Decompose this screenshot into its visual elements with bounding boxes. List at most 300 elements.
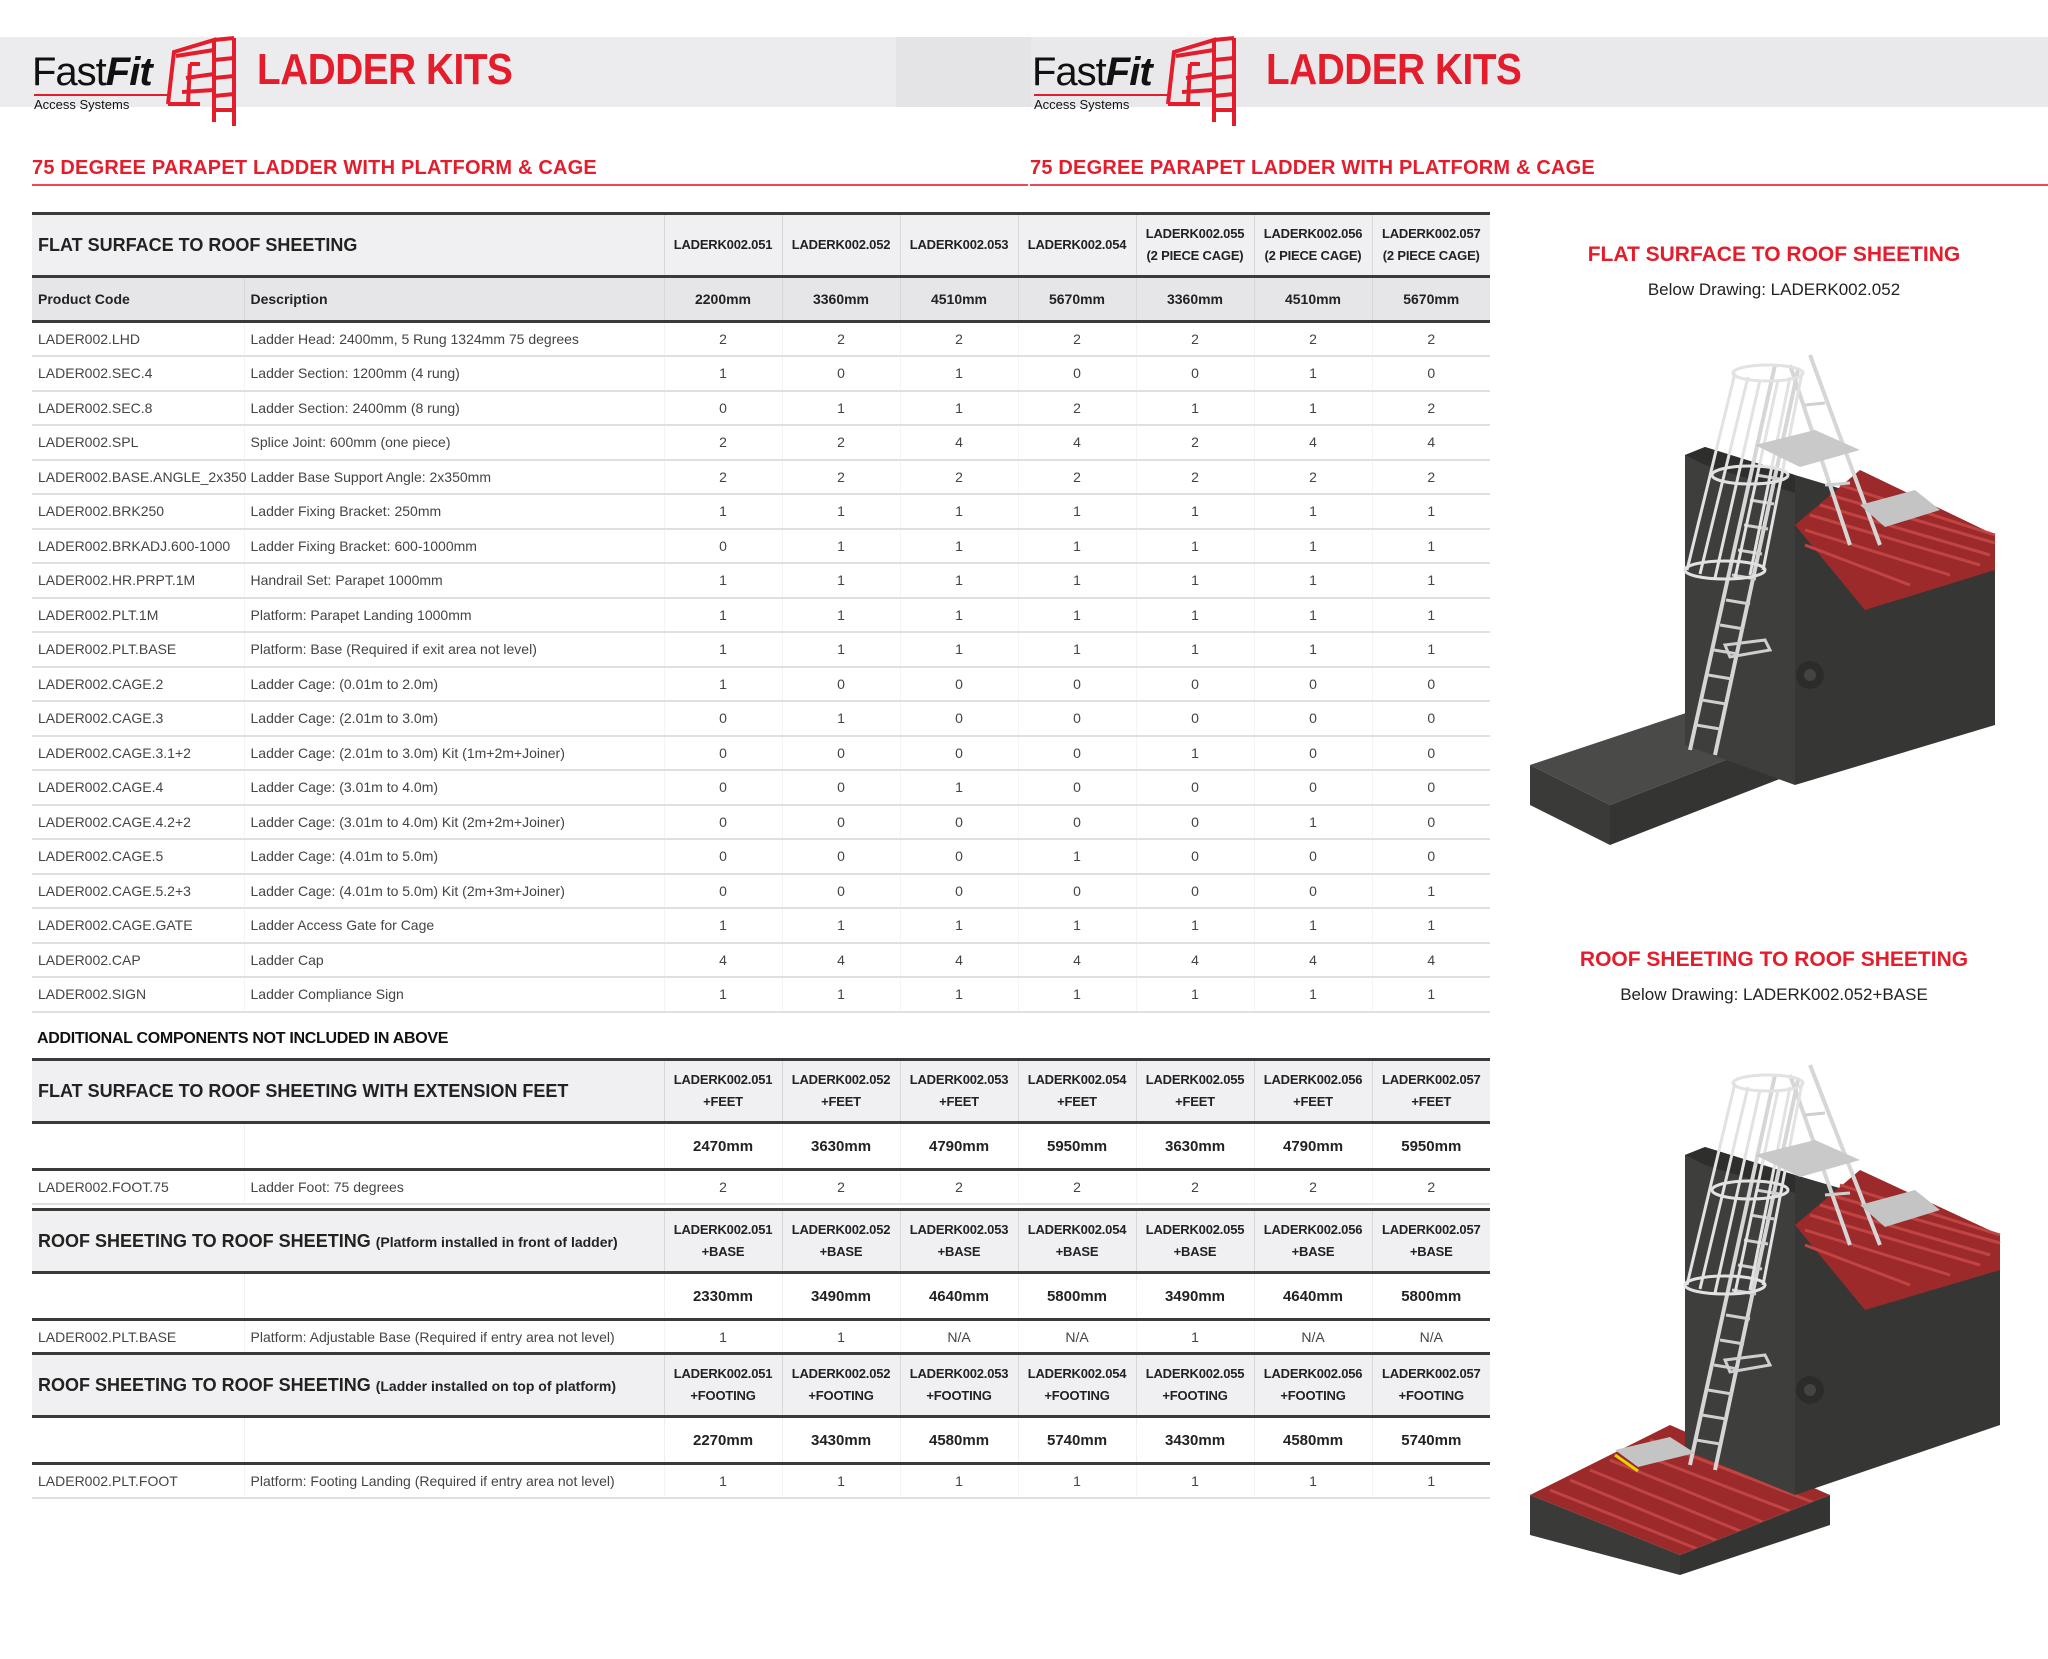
product-description: Ladder Fixing Bracket: 600-1000mm xyxy=(244,529,664,564)
main-kit-table xyxy=(32,212,1490,1013)
kit-code-header: LADERK002.053 +FEET xyxy=(900,1060,1018,1123)
table-height-row xyxy=(32,1273,1490,1320)
quantity-cell: 2 xyxy=(1136,1170,1254,1205)
product-description: Ladder Base Support Angle: 2x350mm xyxy=(244,460,664,495)
quantity-cell: 0 xyxy=(1018,770,1136,805)
quantity-cell: 0 xyxy=(782,874,900,909)
quantity-cell: 1 xyxy=(900,563,1018,598)
quantity-cell: 4 xyxy=(782,943,900,978)
kit-code-header: LADERK002.052 +BASE xyxy=(782,1210,900,1273)
quantity-cell: 0 xyxy=(664,874,782,909)
quantity-cell: 1 xyxy=(782,977,900,1012)
quantity-cell: 1 xyxy=(1136,391,1254,426)
quantity-cell: 0 xyxy=(1136,805,1254,840)
product-code: LADER002.CAGE.4.2+2 xyxy=(32,805,244,840)
quantity-cell: 1 xyxy=(1136,1464,1254,1499)
quantity-cell: 0 xyxy=(1372,701,1490,736)
quantity-cell: 1 xyxy=(1018,563,1136,598)
column-header-product-code: Product Code xyxy=(32,277,244,322)
quantity-cell: 0 xyxy=(1372,805,1490,840)
quantity-cell: 2 xyxy=(782,322,900,357)
quantity-cell: 0 xyxy=(782,356,900,391)
quantity-cell: 2 xyxy=(1136,322,1254,357)
table-row xyxy=(32,1464,1490,1499)
product-description: Platform: Adjustable Base (Required if entry area not level) xyxy=(244,1320,664,1355)
height-header: 3430mm xyxy=(782,1417,900,1464)
quantity-cell: 1 xyxy=(1254,356,1372,391)
height-header: 3630mm xyxy=(1136,1123,1254,1170)
product-description: Ladder Foot: 75 degrees xyxy=(244,1170,664,1205)
kit-code-header: LADERK002.056 +FEET xyxy=(1254,1060,1372,1123)
product-code: LADER002.CAGE.3.1+2 xyxy=(32,736,244,771)
quantity-cell: 1 xyxy=(1136,908,1254,943)
table-row xyxy=(32,839,1490,874)
product-code: LADER002.PLT.BASE xyxy=(32,632,244,667)
table-row xyxy=(32,943,1490,978)
drawing2-title: ROOF SHEETING TO ROOF SHEETING xyxy=(1579,948,1969,971)
quantity-cell: 1 xyxy=(664,632,782,667)
quantity-cell: 0 xyxy=(664,391,782,426)
quantity-cell: 0 xyxy=(664,839,782,874)
quantity-cell: 1 xyxy=(664,1320,782,1355)
quantity-cell: 1 xyxy=(1136,563,1254,598)
kit-code-header: LADERK002.057 +FEET xyxy=(1372,1060,1490,1123)
product-description: Platform: Parapet Landing 1000mm xyxy=(244,598,664,633)
kit-code-header: LADERK002.057 +BASE xyxy=(1372,1210,1490,1273)
section-divider-left xyxy=(32,184,1028,186)
page-title-left: LADDER KITS xyxy=(257,45,513,94)
quantity-cell: 0 xyxy=(782,736,900,771)
quantity-cell: 1 xyxy=(1018,908,1136,943)
additional-components-heading: ADDITIONAL COMPONENTS NOT INCLUDED IN ABOVE xyxy=(37,1030,449,1047)
table-row xyxy=(32,1320,1490,1355)
quantity-cell: 1 xyxy=(664,563,782,598)
quantity-cell: 0 xyxy=(1372,770,1490,805)
quantity-cell: 4 xyxy=(1018,943,1136,978)
height-header: 4790mm xyxy=(1254,1123,1372,1170)
table-row xyxy=(32,460,1490,495)
quantity-cell: 2 xyxy=(1018,1170,1136,1205)
table-row xyxy=(32,1170,1490,1205)
table-row xyxy=(32,632,1490,667)
product-code: LADER002.HR.PRPT.1M xyxy=(32,563,244,598)
quantity-cell: 0 xyxy=(1018,736,1136,771)
height-header: 3360mm xyxy=(782,277,900,322)
quantity-cell: 0 xyxy=(664,770,782,805)
ladder-drawing-roof-to-roof xyxy=(1520,1055,2030,1575)
product-code: LADER002.LHD xyxy=(32,322,244,357)
height-header: 5670mm xyxy=(1018,277,1136,322)
height-header: 5950mm xyxy=(1372,1123,1490,1170)
quantity-cell: 1 xyxy=(1136,494,1254,529)
quantity-cell: N/A xyxy=(1372,1320,1490,1355)
ladder-drawing-flat-to-roof xyxy=(1520,345,2030,845)
quantity-cell: 0 xyxy=(1254,874,1372,909)
quantity-cell: 0 xyxy=(1372,356,1490,391)
quantity-cell: 1 xyxy=(1018,632,1136,667)
quantity-cell: 0 xyxy=(1372,839,1490,874)
quantity-cell: 1 xyxy=(782,1464,900,1499)
quantity-cell: 1 xyxy=(1372,494,1490,529)
table-title: FLAT SURFACE TO ROOF SHEETING xyxy=(32,214,664,277)
quantity-cell: 0 xyxy=(900,701,1018,736)
quantity-cell: 0 xyxy=(1136,770,1254,805)
product-description: Ladder Section: 1200mm (4 rung) xyxy=(244,356,664,391)
quantity-cell: 1 xyxy=(900,1464,1018,1499)
quantity-cell: 0 xyxy=(1136,701,1254,736)
product-code: LADER002.SEC.4 xyxy=(32,356,244,391)
quantity-cell: 0 xyxy=(1136,839,1254,874)
product-code: LADER002.CAGE.2 xyxy=(32,667,244,702)
section-divider-right xyxy=(1030,184,2048,186)
quantity-cell: 1 xyxy=(900,598,1018,633)
quantity-cell: 2 xyxy=(900,322,1018,357)
kit-code-header: LADERK002.053 +BASE xyxy=(900,1210,1018,1273)
product-description: Splice Joint: 600mm (one piece) xyxy=(244,425,664,460)
kit-code-header: LADERK002.053 +FOOTING xyxy=(900,1354,1018,1417)
quantity-cell: 0 xyxy=(900,839,1018,874)
table-row xyxy=(32,736,1490,771)
kit-code-header: LADERK002.055 +BASE xyxy=(1136,1210,1254,1273)
table-row xyxy=(32,770,1490,805)
quantity-cell: 1 xyxy=(1254,529,1372,564)
quantity-cell: 4 xyxy=(1136,943,1254,978)
quantity-cell: 2 xyxy=(782,460,900,495)
quantity-cell: 1 xyxy=(900,632,1018,667)
quantity-cell: 2 xyxy=(900,1170,1018,1205)
quantity-cell: 2 xyxy=(1018,391,1136,426)
kit-code-header: LADERK002.055 +FEET xyxy=(1136,1060,1254,1123)
height-header: 5740mm xyxy=(1018,1417,1136,1464)
table-row xyxy=(32,701,1490,736)
quantity-cell: 1 xyxy=(1372,1464,1490,1499)
quantity-cell: 2 xyxy=(782,1170,900,1205)
quantity-cell: 1 xyxy=(1254,977,1372,1012)
product-description: Ladder Cage: (4.01m to 5.0m) Kit (2m+3m+Joiner) xyxy=(244,874,664,909)
quantity-cell: 0 xyxy=(664,529,782,564)
table-body xyxy=(32,1464,1490,1499)
height-header: 5800mm xyxy=(1018,1273,1136,1320)
quantity-cell: 1 xyxy=(782,908,900,943)
quantity-cell: 1 xyxy=(664,908,782,943)
column-header-description: Description xyxy=(244,277,664,322)
quantity-cell: 1 xyxy=(1018,494,1136,529)
quantity-cell: 0 xyxy=(1018,667,1136,702)
table-row xyxy=(32,391,1490,426)
height-header: 4580mm xyxy=(900,1417,1018,1464)
roof-to-roof-base-table xyxy=(32,1208,1490,1355)
quantity-cell: 1 xyxy=(782,632,900,667)
quantity-cell: 2 xyxy=(1018,322,1136,357)
product-description: Ladder Access Gate for Cage xyxy=(244,908,664,943)
kit-code-header: LADERK002.056 +BASE xyxy=(1254,1210,1372,1273)
quantity-cell: 1 xyxy=(1136,1320,1254,1355)
height-header: 3360mm xyxy=(1136,277,1254,322)
table-title-note: (Platform installed in front of ladder) xyxy=(375,1233,618,1250)
table-height-row xyxy=(32,1123,1490,1170)
table-header-row xyxy=(32,1060,1490,1123)
quantity-cell: 1 xyxy=(1136,632,1254,667)
height-header: 4790mm xyxy=(900,1123,1018,1170)
quantity-cell: 2 xyxy=(1136,425,1254,460)
quantity-cell: 2 xyxy=(1254,1170,1372,1205)
height-header: 5670mm xyxy=(1372,277,1490,322)
quantity-cell: 1 xyxy=(782,701,900,736)
kit-code-header: LADERK002.051 +FOOTING xyxy=(664,1354,782,1417)
quantity-cell: 1 xyxy=(782,1320,900,1355)
quantity-cell: 1 xyxy=(900,908,1018,943)
product-code: LADER002.BRK250 xyxy=(32,494,244,529)
table-title: ROOF SHEETING TO ROOF SHEETING (Platform installed in front of ladder) xyxy=(32,1210,664,1273)
table-row xyxy=(32,598,1490,633)
quantity-cell: 2 xyxy=(1254,322,1372,357)
quantity-cell: 4 xyxy=(1254,943,1372,978)
quantity-cell: 0 xyxy=(900,736,1018,771)
kit-code-header: LADERK002.055 +FOOTING xyxy=(1136,1354,1254,1417)
product-code: LADER002.FOOT.75 xyxy=(32,1170,244,1205)
table-height-row xyxy=(32,1417,1490,1464)
quantity-cell: 0 xyxy=(1018,701,1136,736)
quantity-cell: 1 xyxy=(1372,632,1490,667)
quantity-cell: 0 xyxy=(1136,874,1254,909)
quantity-cell: 0 xyxy=(900,805,1018,840)
height-header: 2200mm xyxy=(664,277,782,322)
table-row xyxy=(32,529,1490,564)
quantity-cell: 1 xyxy=(1254,563,1372,598)
quantity-cell: 1 xyxy=(782,391,900,426)
quantity-cell: 1 xyxy=(1254,494,1372,529)
height-header: 4510mm xyxy=(900,277,1018,322)
kit-code-header: LADERK002.056 +FOOTING xyxy=(1254,1354,1372,1417)
quantity-cell: 1 xyxy=(782,494,900,529)
product-description: Ladder Cage: (3.01m to 4.0m) xyxy=(244,770,664,805)
height-header: 5800mm xyxy=(1372,1273,1490,1320)
table-row xyxy=(32,908,1490,943)
table-title: ROOF SHEETING TO ROOF SHEETING (Ladder installed on top of platform) xyxy=(32,1354,664,1417)
product-code: LADER002.SPL xyxy=(32,425,244,460)
table-title: FLAT SURFACE TO ROOF SHEETING WITH EXTENSION FEET xyxy=(32,1060,664,1123)
table-row xyxy=(32,805,1490,840)
quantity-cell: 1 xyxy=(1372,529,1490,564)
quantity-cell: 1 xyxy=(1018,839,1136,874)
quantity-cell: 1 xyxy=(1372,598,1490,633)
drawing1-title: FLAT SURFACE TO ROOF SHEETING xyxy=(1587,243,1961,266)
table-row xyxy=(32,563,1490,598)
quantity-cell: 0 xyxy=(1018,356,1136,391)
quantity-cell: 1 xyxy=(900,494,1018,529)
quantity-cell: 1 xyxy=(1372,977,1490,1012)
product-description: Handrail Set: Parapet 1000mm xyxy=(244,563,664,598)
quantity-cell: 4 xyxy=(900,425,1018,460)
height-header: 4640mm xyxy=(900,1273,1018,1320)
height-header: 3630mm xyxy=(782,1123,900,1170)
table-header-row xyxy=(32,1210,1490,1273)
section-title-right: 75 DEGREE PARAPET LADDER WITH PLATFORM & CAGE xyxy=(1030,157,1595,179)
quantity-cell: 1 xyxy=(1254,908,1372,943)
quantity-cell: 0 xyxy=(782,667,900,702)
height-header: 5950mm xyxy=(1018,1123,1136,1170)
product-description: Platform: Base (Required if exit area not level) xyxy=(244,632,664,667)
quantity-cell: 2 xyxy=(1136,460,1254,495)
kit-code-header: LADERK002.051 +FEET xyxy=(664,1060,782,1123)
quantity-cell: 4 xyxy=(1372,425,1490,460)
ladder-logo-icon xyxy=(1160,34,1242,126)
product-code: LADER002.CAGE.4 xyxy=(32,770,244,805)
extension-feet-table xyxy=(32,1058,1490,1205)
height-header: 3490mm xyxy=(782,1273,900,1320)
kit-code-header: LADERK002.053 xyxy=(900,214,1018,277)
quantity-cell: 0 xyxy=(1018,805,1136,840)
quantity-cell: 2 xyxy=(664,425,782,460)
height-header: 4580mm xyxy=(1254,1417,1372,1464)
height-header: 2330mm xyxy=(664,1273,782,1320)
main-table-body xyxy=(32,322,1490,1012)
product-description: Ladder Cap xyxy=(244,943,664,978)
product-code: LADER002.CAGE.5 xyxy=(32,839,244,874)
quantity-cell: 1 xyxy=(900,391,1018,426)
quantity-cell: 1 xyxy=(1254,805,1372,840)
quantity-cell: 1 xyxy=(1136,736,1254,771)
height-header: 2270mm xyxy=(664,1417,782,1464)
quantity-cell: 0 xyxy=(782,770,900,805)
product-description: Ladder Cage: (0.01m to 2.0m) xyxy=(244,667,664,702)
kit-code-header: LADERK002.051 +BASE xyxy=(664,1210,782,1273)
section-title-left: 75 DEGREE PARAPET LADDER WITH PLATFORM & CAGE xyxy=(32,157,597,179)
quantity-cell: 0 xyxy=(1136,356,1254,391)
roof-to-roof-footing-table xyxy=(32,1352,1490,1499)
quantity-cell: 2 xyxy=(664,322,782,357)
quantity-cell: 1 xyxy=(1372,908,1490,943)
quantity-cell: 1 xyxy=(1018,977,1136,1012)
quantity-cell: 0 xyxy=(1136,667,1254,702)
quantity-cell: 0 xyxy=(782,839,900,874)
kit-code-header: LADERK002.057 (2 PIECE CAGE) xyxy=(1372,214,1490,277)
product-description: Ladder Compliance Sign xyxy=(244,977,664,1012)
quantity-cell: 1 xyxy=(1136,598,1254,633)
table-row xyxy=(32,356,1490,391)
product-code: LADER002.CAGE.5.2+3 xyxy=(32,874,244,909)
height-header: 4640mm xyxy=(1254,1273,1372,1320)
quantity-cell: 0 xyxy=(1254,839,1372,874)
quantity-cell: 1 xyxy=(1018,529,1136,564)
product-code: LADER002.CAGE.3 xyxy=(32,701,244,736)
quantity-cell: 1 xyxy=(900,356,1018,391)
quantity-cell: 1 xyxy=(1018,598,1136,633)
quantity-cell: 0 xyxy=(664,701,782,736)
quantity-cell: 0 xyxy=(900,667,1018,702)
quantity-cell: 4 xyxy=(664,943,782,978)
height-header: 5740mm xyxy=(1372,1417,1490,1464)
quantity-cell: 4 xyxy=(1254,425,1372,460)
product-code: LADER002.SEC.8 xyxy=(32,391,244,426)
kit-code-header: LADERK002.052 +FEET xyxy=(782,1060,900,1123)
product-description: Ladder Cage: (3.01m to 4.0m) Kit (2m+2m+Joiner) xyxy=(244,805,664,840)
quantity-cell: N/A xyxy=(1018,1320,1136,1355)
quantity-cell: 2 xyxy=(900,460,1018,495)
quantity-cell: 2 xyxy=(1254,460,1372,495)
table-row xyxy=(32,667,1490,702)
quantity-cell: 1 xyxy=(1254,598,1372,633)
table-row xyxy=(32,977,1490,1012)
quantity-cell: 4 xyxy=(900,943,1018,978)
kit-code-header: LADERK002.055 (2 PIECE CAGE) xyxy=(1136,214,1254,277)
quantity-cell: 0 xyxy=(1254,701,1372,736)
product-description: Ladder Head: 2400mm, 5 Rung 1324mm 75 degrees xyxy=(244,322,664,357)
kit-code-header: LADERK002.051 xyxy=(664,214,782,277)
fastfit-logo-right: FastFit Access Systems xyxy=(1032,34,1222,134)
kit-code-header: LADERK002.054 +BASE xyxy=(1018,1210,1136,1273)
quantity-cell: 0 xyxy=(900,874,1018,909)
product-code: LADER002.CAGE.GATE xyxy=(32,908,244,943)
quantity-cell: 1 xyxy=(900,770,1018,805)
product-description: Ladder Cage: (2.01m to 3.0m) Kit (1m+2m+Joiner) xyxy=(244,736,664,771)
product-code: LADER002.PLT.BASE xyxy=(32,1320,244,1355)
drawing1-caption: Below Drawing: LADERK002.052 xyxy=(1647,280,1901,299)
quantity-cell: 1 xyxy=(1136,977,1254,1012)
quantity-cell: 0 xyxy=(1018,874,1136,909)
product-code: LADER002.PLT.1M xyxy=(32,598,244,633)
table-title-note: (Ladder installed on top of platform) xyxy=(375,1377,617,1394)
quantity-cell: 0 xyxy=(1254,736,1372,771)
product-code: LADER002.CAP xyxy=(32,943,244,978)
quantity-cell: 1 xyxy=(664,1464,782,1499)
table-row xyxy=(32,425,1490,460)
height-header: 3430mm xyxy=(1136,1417,1254,1464)
quantity-cell: 2 xyxy=(664,460,782,495)
quantity-cell: 1 xyxy=(664,667,782,702)
page-title-right: LADDER KITS xyxy=(1266,45,1522,94)
product-description: Ladder Cage: (2.01m to 3.0m) xyxy=(244,701,664,736)
quantity-cell: 0 xyxy=(782,805,900,840)
table-row xyxy=(32,494,1490,529)
product-description: Ladder Cage: (4.01m to 5.0m) xyxy=(244,839,664,874)
quantity-cell: 2 xyxy=(664,1170,782,1205)
kit-code-header: LADERK002.057 +FOOTING xyxy=(1372,1354,1490,1417)
quantity-cell: 1 xyxy=(664,494,782,529)
quantity-cell: 1 xyxy=(664,356,782,391)
quantity-cell: 1 xyxy=(1372,874,1490,909)
quantity-cell: N/A xyxy=(1254,1320,1372,1355)
fastfit-logo-left: FastFit Access Systems xyxy=(32,34,222,134)
quantity-cell: N/A xyxy=(900,1320,1018,1355)
quantity-cell: 1 xyxy=(1372,563,1490,598)
quantity-cell: 1 xyxy=(900,977,1018,1012)
drawing2-caption: Below Drawing: LADERK002.052+BASE xyxy=(1620,985,1928,1004)
quantity-cell: 1 xyxy=(1254,391,1372,426)
height-header: 4510mm xyxy=(1254,277,1372,322)
kit-code-header: LADERK002.054 +FEET xyxy=(1018,1060,1136,1123)
quantity-cell: 2 xyxy=(1372,322,1490,357)
quantity-cell: 1 xyxy=(782,529,900,564)
quantity-cell: 2 xyxy=(1372,391,1490,426)
kit-code-header: LADERK002.052 xyxy=(782,214,900,277)
product-description: Platform: Footing Landing (Required if entry area not level) xyxy=(244,1464,664,1499)
product-description: Ladder Fixing Bracket: 250mm xyxy=(244,494,664,529)
quantity-cell: 2 xyxy=(1372,1170,1490,1205)
quantity-cell: 1 xyxy=(1254,1464,1372,1499)
table-row xyxy=(32,322,1490,357)
quantity-cell: 0 xyxy=(1254,770,1372,805)
quantity-cell: 1 xyxy=(1136,529,1254,564)
quantity-cell: 1 xyxy=(664,598,782,633)
product-code: LADER002.BRKADJ.600-1000 xyxy=(32,529,244,564)
quantity-cell: 2 xyxy=(1372,460,1490,495)
quantity-cell: 0 xyxy=(1372,667,1490,702)
quantity-cell: 1 xyxy=(782,563,900,598)
quantity-cell: 1 xyxy=(664,977,782,1012)
ladder-logo-icon xyxy=(160,34,242,126)
kit-code-header: LADERK002.054 +FOOTING xyxy=(1018,1354,1136,1417)
